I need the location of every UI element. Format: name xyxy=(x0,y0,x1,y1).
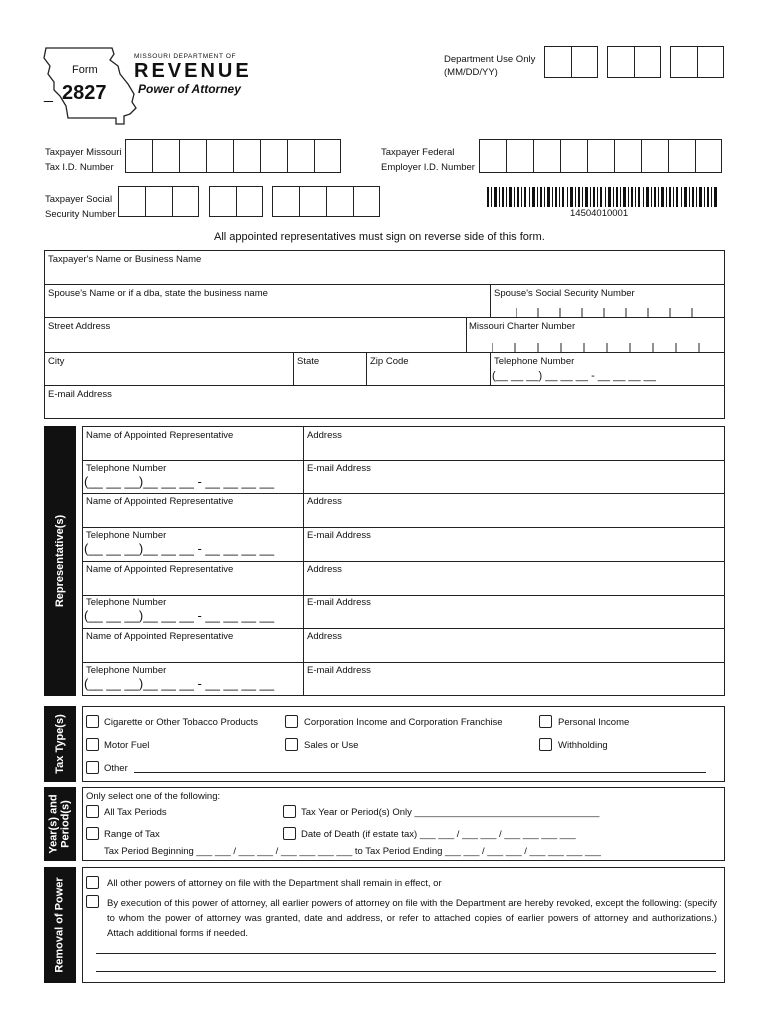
revoke-earlier-label: By execution of this power of attorney, all earlier powers of attorney on file with the Department are hereby revoked, except the following: (specify to whom the power of attorney was granted, date and address, or refer to attached copies of earlier powers of attorney and authorizations.) Attach additional forms if needed. xyxy=(107,898,717,939)
sales-use-label: Sales or Use xyxy=(304,740,359,751)
personal-income-label: Personal Income xyxy=(558,717,630,728)
rep1-phone-field[interactable]: Telephone Number xyxy=(86,463,167,474)
rep4-phone-field[interactable]: Telephone Number xyxy=(86,665,167,676)
date-of-death-label: Date of Death (if estate tax) ___ ___ / ___ ___ / ___ ___ ___ ___ xyxy=(301,829,576,840)
all-periods-checkbox[interactable] xyxy=(86,805,99,818)
telephone-field[interactable]: Telephone Number xyxy=(494,356,575,367)
barcode-number: 14504010001 xyxy=(570,208,629,219)
mo-tax-id-label-1: Taxpayer Missouri xyxy=(45,147,122,158)
revoke-earlier-checkbox[interactable] xyxy=(86,895,99,908)
dept-logo-text: REVENUE xyxy=(134,60,252,82)
other-label: Other xyxy=(104,763,128,774)
rep2-email-field[interactable]: E-mail Address xyxy=(307,530,371,541)
rep3-name-field[interactable]: Name of Appointed Representative xyxy=(86,564,234,575)
rep1-address-field[interactable]: Address xyxy=(307,430,342,441)
rep2-phone-blank: (__ __ __)__ __ __ - __ __ __ __ xyxy=(84,541,275,556)
zip-code-field[interactable]: Zip Code xyxy=(370,356,409,367)
rep3-phone-field[interactable]: Telephone Number xyxy=(86,597,167,608)
dept-use-label-2: (MM/DD/YY) xyxy=(444,67,498,78)
fein-label-1: Taxpayer Federal xyxy=(381,147,455,158)
removal-power-side-label: Removal of Power xyxy=(44,867,76,983)
rep2-phone-field[interactable]: Telephone Number xyxy=(86,530,167,541)
years-periods-side-label: Year(s) and Period(s) xyxy=(44,787,76,861)
other-input-line[interactable] xyxy=(134,772,706,773)
representatives-side-label: Representative(s) xyxy=(44,426,76,696)
tax-period-range-line[interactable]: Tax Period Beginning ___ ___ / ___ ___ / ___ ___ ___ ___ to Tax Period Ending ___ ___ / ___ ___ / ___ ___ ___ ___ xyxy=(104,846,601,857)
ssn-field-part1[interactable] xyxy=(118,186,199,217)
withholding-label: Withholding xyxy=(558,740,608,751)
barcode-icon xyxy=(487,187,719,207)
personal-income-checkbox[interactable] xyxy=(539,715,552,728)
spouse-ssn-field[interactable]: Spouse's Social Security Number xyxy=(494,288,635,299)
form-dash: _ xyxy=(44,86,53,103)
form-word: Form xyxy=(72,64,98,76)
revoke-details-line-2[interactable] xyxy=(96,971,716,972)
dept-use-label-1: Department Use Only xyxy=(444,54,536,65)
charter-ticks xyxy=(492,343,702,352)
cigarette-checkbox[interactable] xyxy=(86,715,99,728)
range-label: Range of Tax xyxy=(104,829,160,840)
rep1-email-field[interactable]: E-mail Address xyxy=(307,463,371,474)
fein-field[interactable] xyxy=(479,139,722,173)
telephone-blank: (__ __ __) __ __ __ - __ __ __ __ xyxy=(492,370,656,382)
corporation-checkbox[interactable] xyxy=(285,715,298,728)
rep2-name-field[interactable]: Name of Appointed Representative xyxy=(86,496,234,507)
years-instruction: Only select one of the following: xyxy=(86,791,221,802)
state-field[interactable]: State xyxy=(297,356,320,367)
ssn-label-2: Security Number xyxy=(45,209,116,220)
rep2-address-field[interactable]: Address xyxy=(307,496,342,507)
mo-tax-id-field[interactable] xyxy=(125,139,341,173)
form-number: 2827 xyxy=(62,82,107,104)
rep1-phone-blank: (__ __ __)__ __ __ - __ __ __ __ xyxy=(84,474,275,489)
city-field[interactable]: City xyxy=(48,356,65,367)
rep3-address-field[interactable]: Address xyxy=(307,564,342,575)
street-address-field[interactable]: Street Address xyxy=(48,321,111,332)
motor-fuel-checkbox[interactable] xyxy=(86,738,99,751)
rep4-name-field[interactable]: Name of Appointed Representative xyxy=(86,631,234,642)
all-periods-label: All Tax Periods xyxy=(104,807,167,818)
tax-year-checkbox[interactable] xyxy=(283,805,296,818)
rep4-phone-blank: (__ __ __)__ __ __ - __ __ __ __ xyxy=(84,676,275,691)
withholding-checkbox[interactable] xyxy=(539,738,552,751)
taxpayer-name-field[interactable]: Taxpayer's Name or Business Name xyxy=(48,254,202,265)
spouse-ssn-ticks xyxy=(516,308,696,317)
range-checkbox[interactable] xyxy=(86,827,99,840)
motor-fuel-label: Motor Fuel xyxy=(104,740,150,751)
form-title: Power of Attorney xyxy=(138,82,241,96)
dept-small-text: MISSOURI DEPARTMENT OF xyxy=(134,53,237,60)
rep1-name-field[interactable]: Name of Appointed Representative xyxy=(86,430,234,441)
tax-types-side-label: Tax Type(s) xyxy=(44,706,76,782)
other-checkbox[interactable] xyxy=(86,761,99,774)
taxpayer-info-section xyxy=(44,250,725,419)
rep3-email-field[interactable]: E-mail Address xyxy=(307,597,371,608)
revoke-details-line-1[interactable] xyxy=(96,953,716,954)
ssn-field-part2[interactable] xyxy=(209,186,263,217)
rep4-address-field[interactable]: Address xyxy=(307,631,342,642)
corporation-label: Corporation Income and Corporation Franchise xyxy=(304,717,503,728)
date-of-death-checkbox[interactable] xyxy=(283,827,296,840)
representatives-sign-notice: All appointed representatives must sign on reverse side of this form. xyxy=(214,231,545,243)
cigarette-label: Cigarette or Other Tobacco Products xyxy=(104,717,259,728)
mo-tax-id-label-2: Tax I.D. Number xyxy=(45,162,114,173)
email-field[interactable]: E-mail Address xyxy=(48,389,112,400)
ssn-field-part3[interactable] xyxy=(272,186,380,217)
tax-year-label: Tax Year or Period(s) Only ___________________________________ xyxy=(301,807,600,818)
sales-use-checkbox[interactable] xyxy=(285,738,298,751)
remain-in-effect-checkbox[interactable] xyxy=(86,876,99,889)
ssn-label-1: Taxpayer Social xyxy=(45,194,113,205)
fein-label-2: Employer I.D. Number xyxy=(381,162,475,173)
rep4-email-field[interactable]: E-mail Address xyxy=(307,665,371,676)
dept-use-date-day xyxy=(607,46,661,78)
spouse-name-field[interactable]: Spouse's Name or if a dba, state the business name xyxy=(48,288,268,299)
charter-number-field[interactable]: Missouri Charter Number xyxy=(469,321,576,332)
dept-use-date-year xyxy=(670,46,724,78)
rep3-phone-blank: (__ __ __)__ __ __ - __ __ __ __ xyxy=(84,608,275,623)
dept-use-date-month xyxy=(544,46,598,78)
remain-in-effect-label: All other powers of attorney on file with the Department shall remain in effect, or xyxy=(107,878,442,889)
